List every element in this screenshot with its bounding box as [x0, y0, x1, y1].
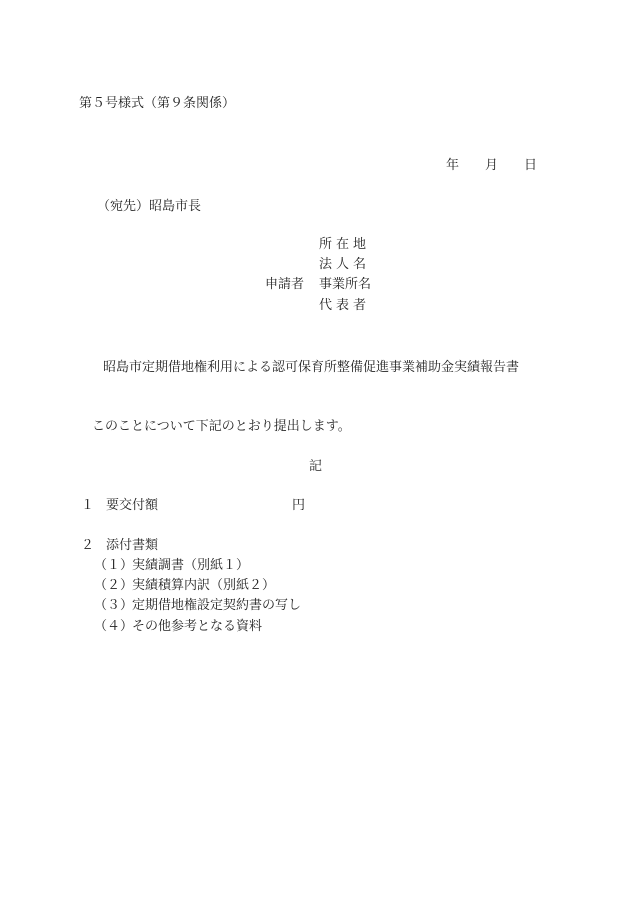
item-1-unit: 円 — [292, 498, 306, 513]
attachment-1-number: （１） — [94, 558, 134, 573]
attachment-4-text: その他参考となる資料 — [132, 619, 263, 634]
date-line — [446, 159, 537, 172]
attachment-1-text: 実績調書（別紙１） — [132, 558, 250, 573]
applicant-corporation-label: 法人名 — [319, 257, 371, 272]
date-year-label: 年 — [446, 158, 460, 173]
date-day-label: 日 — [524, 158, 538, 173]
attachment-3-text: 定期借地権設定契約書の写し — [132, 598, 302, 613]
ki-heading: 記 — [309, 459, 323, 474]
applicant-address-label: 所在地 — [319, 237, 371, 252]
addressee: （宛先）昭島市長 — [97, 199, 202, 214]
attachment-4-number: （４） — [94, 619, 134, 634]
item-2-number: ２ — [81, 538, 95, 553]
attachment-3-number: （３） — [94, 598, 134, 613]
date-month-label: 月 — [485, 158, 499, 173]
document-title: 昭島市定期借地権利用による認可保育所整備促進事業補助金実績報告書 — [103, 360, 520, 375]
applicant-office-label: 事業所名 — [319, 277, 372, 292]
item-1-number: １ — [81, 498, 95, 513]
form-number: 第５号様式（第９条関係） — [79, 96, 236, 111]
attachment-2-number: （２） — [94, 578, 134, 593]
item-2-label: 添付書類 — [106, 538, 159, 553]
intro-text: このことについて下記のとおり提出します。 — [92, 419, 351, 434]
attachment-2-text: 実績積算内訳（別紙２） — [132, 578, 276, 593]
applicant-label: 申請者 — [265, 277, 305, 292]
applicant-representative-label: 代表者 — [319, 298, 371, 313]
item-1-label: 要交付額 — [106, 498, 159, 513]
